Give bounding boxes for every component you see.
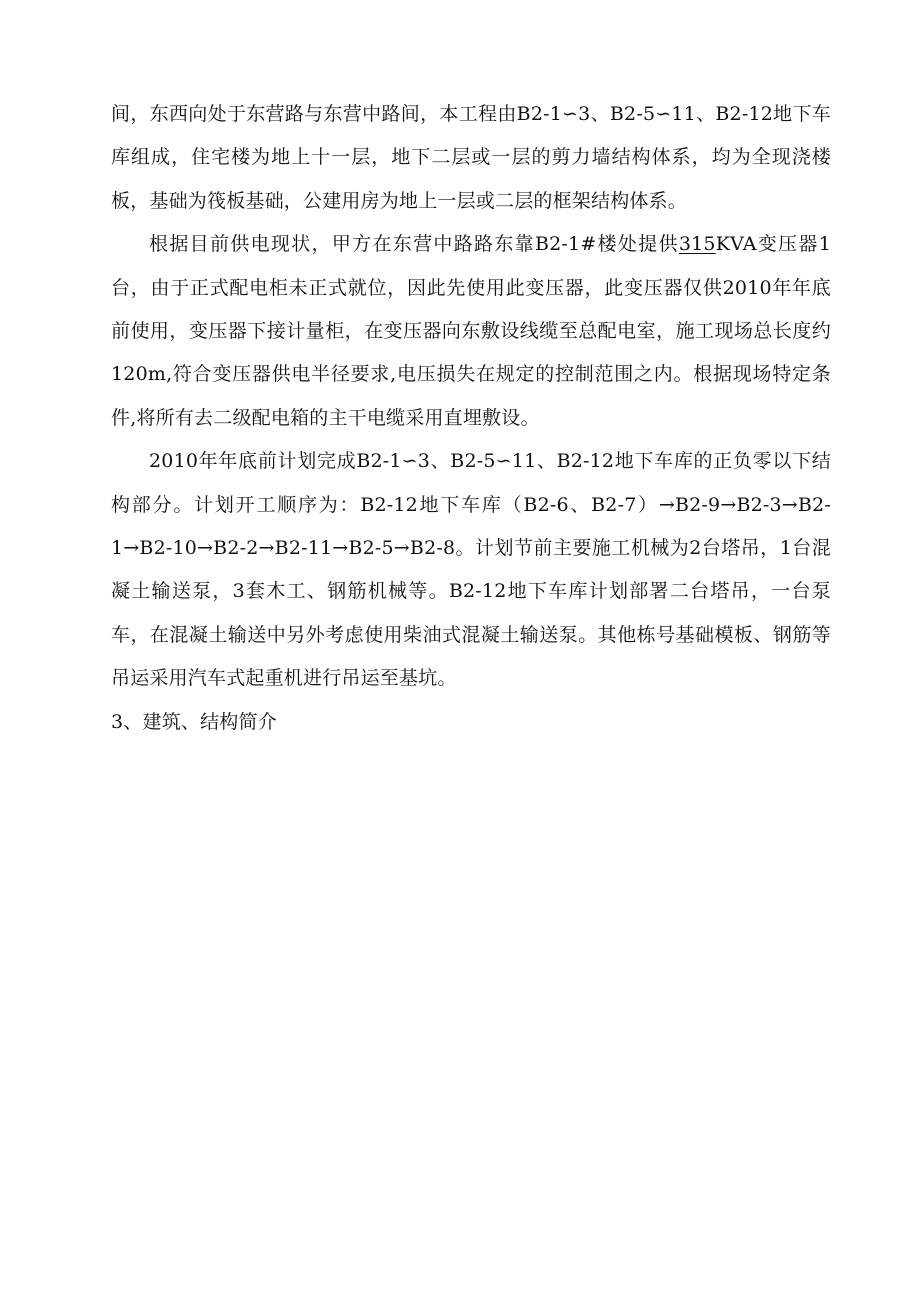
transformer-capacity-value: 315 <box>678 233 716 256</box>
paragraph-construction-plan: 2010年年底前计划完成B2-1∽3、B2-5∽11、B2-12地下车库的正负零以下结构部分。计划开工顺序为：B2-12地下车库（B2-6、B2-7）→B2-9→B2-3→B2-1→B2-10→B2-2→B2-11→B2-5→B2-8。计划节前主要施工机械为2台塔吊，1台混凝土输送泵，3套木工、钢筋机械等。B2-12地下车库计划部署二台塔吊，一台泵车，在混凝土输送中另外考虑使用柴油式混凝土输送泵。其他栋号基础模板、钢筋等吊运采用汽车式起重机进行吊运至基坑。 <box>111 450 831 690</box>
power-supply-text-end: KVA变压器1台，由于正式配电柜未正式就位，因此先使用此变压器，此变压器仅供2010年年底前使用，变压器下接计量柜，在变压器向东敷设线缆至总配电室，施工现场总长度约120m,符合变压器供电半径要求,电压损失在规定的控制范围之内。根据现场特定条件,将所有去二级配电箱的主干电缆采用直埋敷设。 <box>111 233 831 429</box>
paragraph-power-supply <box>111 223 831 440</box>
section-heading-architecture-structure: 3、建筑、结构简介 <box>111 710 277 733</box>
document-body <box>111 93 831 744</box>
power-supply-text-start: 根据目前供电现状，甲方在东营中路路东靠B2-1#楼处提供 <box>149 233 679 256</box>
paragraph-project-composition: 间，东西向处于东营路与东营中路间，本工程由B2-1∽3、B2-5∽11、B2-12地下车库组成，住宅楼为地上十一层，地下二层或一层的剪力墙结构体系，均为全现浇楼板，基础为筏板基础，公建用房为地上一层或二层的框架结构体系。 <box>111 103 831 212</box>
